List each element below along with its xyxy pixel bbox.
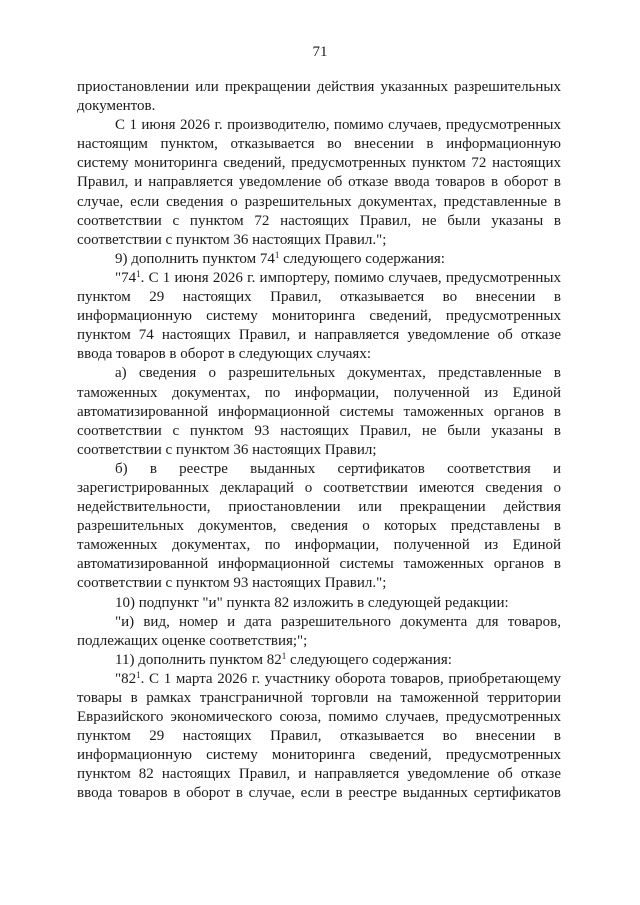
text-fragment: "74 (115, 269, 137, 286)
subclause-b: б) в реестре выданных сертификатов соответствия и зарегистрированных деклараций о соответствии имеются сведения о недействительности, приостановлении или прекращении действия разрешительных документов, сведения о которых представлены в таможенных документах, по информации, полученной из Единой автоматизированной информационной системы таможенных органов в соответствии с пунктом 93 настоящих Правил."; (77, 460, 561, 592)
text-fragment: . С 1 июня 2026 г. импортеру, помимо случаев, предусмотренных пунктом 29 настоящих Правил, отказывается во внесении в информационную систему мониторинга сведений, предусмотренных пунктом 74 настоящих Правил, и направляется уведомление об отказе ввода товаров в оборот в следующих случаях: (77, 269, 561, 363)
superscript: 1 (136, 268, 141, 279)
text-fragment: "82 (115, 670, 137, 687)
subclause-i: "и) вид, номер и дата разрешительного документа для товаров, подлежащих оценке соответствия;"; (77, 613, 561, 649)
text-fragment: следующего содержания: (279, 250, 445, 267)
paragraph: С 1 июня 2026 г. производителю, помимо случаев, предусмотренных настоящим пунктом, отказывается во внесении в информационную систему мониторинга сведений, предусмотренных пунктом 72 настоящих Правил, и направляется уведомление об отказе ввода товаров в оборот в случае, если сведения о разрешительных документах, представленные в соответствии с пунктом 72 настоящих Правил, не были указаны в соответствии с пунктом 36 настоящих Правил."; (77, 117, 561, 248)
document-body (77, 78, 561, 804)
clause-74-1 (77, 269, 561, 364)
superscript: 1 (136, 669, 141, 680)
page-number: 71 (312, 44, 328, 60)
subclause-a: а) сведения о разрешительных документах, представленные в таможенных документах, по информации, полученной из Единой автоматизированной информационной системы таможенных органов в соответствии с пунктом 93 настоящих Правил, не были указаны в соответствии с пунктом 36 настоящих Правил; (77, 365, 561, 458)
text-fragment: 9) дополнить пунктом 74 (115, 250, 275, 267)
text-fragment: 11) дополнить пунктом 82 (115, 651, 282, 668)
amendment-item-11 (77, 651, 561, 670)
text-fragment: следующего содержания: (286, 651, 452, 668)
amendment-item-10: 10) подпункт "и" пункта 82 изложить в следующей редакции: (115, 594, 509, 611)
superscript: 1 (274, 249, 280, 260)
superscript: 1 (281, 650, 287, 661)
clause-82-1 (77, 670, 561, 804)
text-fragment: . С 1 марта 2026 г. участнику оборота товаров, приобретающему товары в рамках трансграничной торговли на таможенной территории Евразийского экономического союза, помимо случаев, предусмотренных пунктом 29 настоящих Правил, отказывается во внесении в информационную систему мониторинга сведений, предусмотренных пунктом 82 настоящих Правил, и направляется уведомление об отказе ввода товаров в оборот в случае, если в реестре выданных сертификатов (77, 670, 561, 802)
amendment-item-9 (77, 250, 561, 269)
paragraph-continued: приостановлении или прекращении действия указанных разрешительных документов. (77, 79, 561, 115)
